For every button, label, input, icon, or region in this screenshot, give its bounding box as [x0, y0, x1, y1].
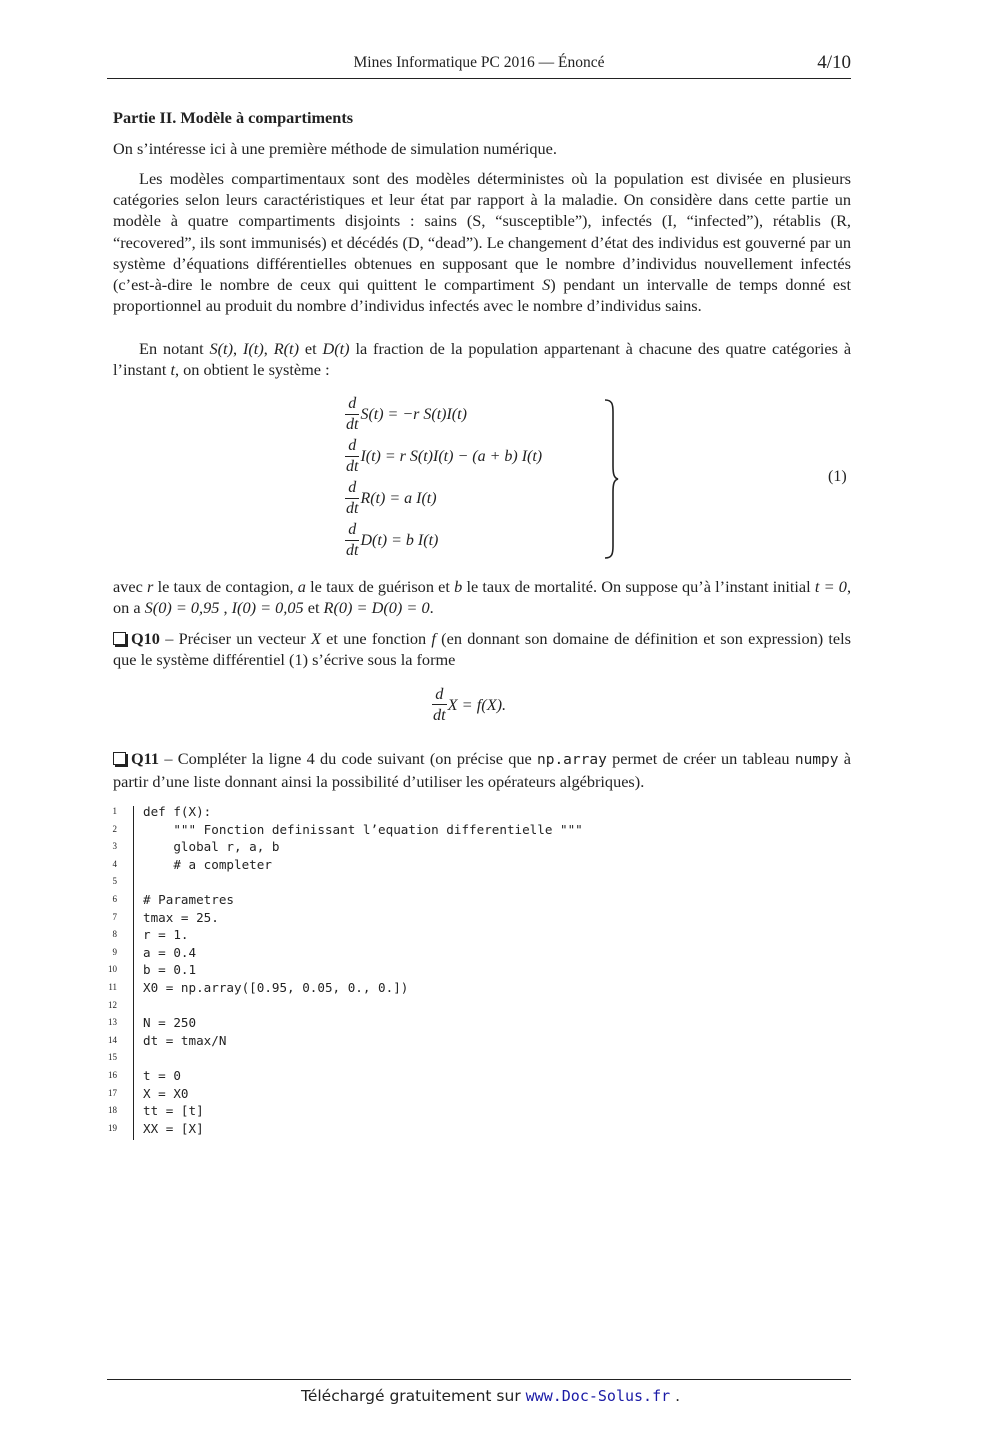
equation-d: $\frac{d}{dt}$ D(t) = b I(t): [346, 521, 439, 559]
line-number: 12: [108, 999, 117, 1010]
code-line: [100, 1067, 800, 1085]
checkbox-icon: [113, 752, 126, 765]
code-line: [100, 873, 800, 891]
intro-paragraph: On s’intéresse ici à une première méthode de simulation numérique.: [113, 139, 557, 158]
code-line: [100, 926, 800, 944]
code-line: [100, 961, 800, 979]
code-text: # a completer: [143, 856, 272, 872]
footer-rule: [107, 1379, 851, 1380]
code-line: [100, 944, 800, 962]
code-text: """ Fonction definissant l’equation differentielle """: [143, 821, 583, 837]
parameters-paragraph: avec r le taux de contagion, a le taux de guérison et b le taux de mortalité. On suppose qu’à l’instant initial t = 0, on a S(0) = 0,95 , I(0) = 0,05 et R(0) = D(0) = 0.: [113, 577, 852, 618]
line-number: 13: [108, 1017, 117, 1028]
line-number: 14: [108, 1034, 117, 1045]
line-number: 6: [112, 893, 117, 904]
code-text: N = 250: [143, 1015, 197, 1031]
code-line: [100, 1032, 800, 1050]
line-number: 2: [112, 823, 117, 834]
code-text: r = 1.: [143, 927, 189, 943]
equation-r: $\frac{d}{dt}$ R(t) = a I(t): [346, 479, 437, 517]
line-number: 16: [108, 1069, 117, 1080]
code-text: # Parametres: [143, 891, 234, 907]
line-number: 17: [108, 1087, 117, 1098]
code-text: b = 0.1: [143, 962, 197, 978]
notation-paragraph: En notant S(t), I(t), R(t) et D(t) la fraction de la population appartenant à chacune des quatre catégories à l’instant t, on obtient le système :: [113, 339, 852, 380]
code-text: global r, a, b: [143, 839, 280, 855]
code-text: X = X0: [143, 1085, 189, 1101]
line-number: 1: [112, 806, 117, 816]
line-number: 19: [108, 1122, 117, 1133]
line-number: 10: [108, 964, 117, 975]
code-line: [100, 997, 800, 1015]
header-title: Mines Informatique PC 2016 — Énoncé: [353, 54, 605, 71]
checkbox-icon: [113, 632, 126, 645]
line-number: 5: [112, 876, 117, 887]
code-line: [100, 1085, 800, 1103]
differential-system: [345, 396, 625, 562]
line-number: 18: [108, 1105, 117, 1116]
equation-s: $\frac{d}{dt}$ S(t) = −r S(t)I(t): [346, 395, 467, 433]
code-text: def f(X):: [143, 804, 212, 819]
code-text: XX = [X]: [143, 1120, 204, 1136]
code-line: [100, 1049, 800, 1067]
line-number: 9: [112, 946, 117, 957]
code-text: a = 0.4: [143, 944, 197, 960]
code-text: X0 = np.array([0.95, 0.05, 0., 0.]): [143, 979, 409, 995]
code-line: [100, 821, 800, 839]
line-number: 4: [112, 858, 117, 869]
model-paragraph: Les modèles compartimentaux sont des modèles déterministes où la population est divisée en plusieurs catégories selon leurs caractéristiques et leur état par rapport à la maladie. On considère dans cette partie un modèle à quatre compartiments disjoints : sains (S, “susceptible”), infectés (I, “infected”), rétablis (R, “recovered”, ils sont immunisés) et décédés (D, “dead”). Le changement d’état des individus est gouverné par un système d’équations différentielles obtenues en supposant que le nombre d’individus nouvellement infectés (c’est-à-dire le nombre de ceux qui quittent le compartiment S) pendant un intervalle de temps donné est proportionnel au produit du nombre d’individus infectés avec le nombre d’individus sains.: [113, 169, 851, 316]
code-line: [100, 891, 800, 909]
code-line: [100, 838, 800, 856]
section-title: Partie II. Modèle à compartiments: [113, 108, 354, 127]
code-text: tmax = 25.: [143, 909, 219, 925]
doc-solus-link[interactable]: www.Doc-Solus.fr: [525, 1387, 671, 1405]
code-line: [100, 1102, 800, 1120]
page-footer: Téléchargé gratuitement sur www.Doc-Solus.fr .: [300, 1387, 680, 1405]
code-line: [100, 856, 800, 874]
line-number: 7: [112, 911, 117, 922]
code-line: [100, 909, 800, 927]
code-text: t = 0: [143, 1067, 181, 1083]
question-10: Q10 – Préciser un vecteur X et une fonction f (en donnant son domaine de définition et son expression) tels que le système différentiel (1) s’écrive sous la forme: [113, 629, 852, 670]
page-number: 4/10: [817, 52, 851, 73]
right-brace-icon: [603, 398, 619, 560]
line-number: 8: [112, 929, 117, 940]
page-header: [107, 52, 851, 79]
code-listing: [100, 803, 800, 1137]
code-line: [100, 803, 800, 821]
line-number: 15: [108, 1052, 117, 1063]
question-11: Q11 – Compléter la ligne 4 du code suivant (on précise que np.array permet de créer un tableau numpy à partir d’une liste donnant ainsi la possibilité d’utiliser les opérateurs algébriques).: [113, 749, 851, 792]
equation-i: $\frac{d}{dt}$ I(t) = r S(t)I(t) − (a + b) I(t): [346, 437, 543, 475]
code-line: [100, 979, 800, 997]
line-number: 3: [112, 841, 117, 852]
vector-equation: $\frac{d}{dt}$ X = f(X).: [433, 684, 507, 725]
code-line: [100, 1014, 800, 1032]
code-line: [100, 1120, 800, 1138]
line-number: 11: [108, 981, 117, 992]
code-text: dt = tmax/N: [143, 1032, 227, 1048]
code-text: tt = [t]: [143, 1103, 204, 1119]
equation-number: (1): [828, 468, 847, 485]
